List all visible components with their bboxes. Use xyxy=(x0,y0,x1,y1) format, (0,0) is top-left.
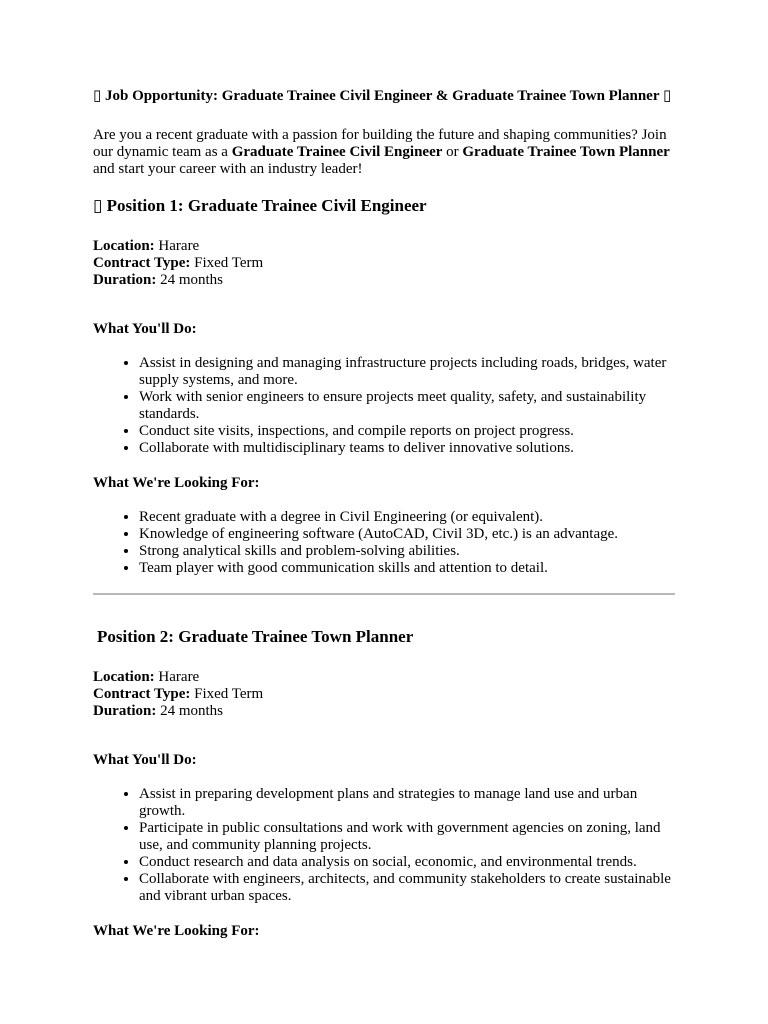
position-1-duties-heading: What You'll Do: xyxy=(93,321,197,337)
missing-glyph-icon: ▯ xyxy=(93,86,102,104)
contract-type-row xyxy=(93,686,678,703)
location-label: Location: xyxy=(93,669,155,685)
intro-text: or xyxy=(442,144,463,160)
contract-type-value: Fixed Term xyxy=(194,255,264,271)
location-row xyxy=(93,669,678,686)
list-item: • Recent graduate with a degree in Civil Engineering (or equivalent). xyxy=(139,509,678,526)
position-1-heading-text: Position 1: Graduate Trainee Civil Engineer xyxy=(106,196,427,215)
page-title xyxy=(93,87,678,105)
intro-text: and start your career with an industry leader! xyxy=(93,161,363,177)
intro-emphasis: Graduate Trainee Town Planner xyxy=(462,144,670,160)
position-1-requirements-heading: What We're Looking For: xyxy=(93,475,260,491)
list-item: • Collaborate with engineers, architects, and community stakeholders to create sustainable and vibrant urban spaces. xyxy=(139,871,678,905)
list-item: • Participate in public consultations and work with government agencies on zoning, land use, and community planning projects. xyxy=(139,820,678,854)
position-2-duties-heading: What You'll Do: xyxy=(93,752,197,768)
missing-glyph-icon: ▯ xyxy=(662,86,672,104)
duration-value: 24 months xyxy=(160,272,224,288)
list-item: • Team player with good communication skills and attention to detail. xyxy=(139,560,678,577)
missing-glyph-icon: ▯ xyxy=(93,196,103,216)
list-item: • Collaborate with multidisciplinary teams to deliver innovative solutions. xyxy=(139,440,678,457)
position-1-duties-list xyxy=(93,355,678,457)
position-2-requirements-heading: What We're Looking For: xyxy=(93,923,260,939)
intro-text: Are you a recent graduate with a passion for building the future and shaping communities? Join our dynamic team as a xyxy=(93,127,667,160)
list-item: • Assist in preparing development plans and strategies to manage land use and urban growth. xyxy=(139,786,678,820)
list-item: • Conduct research and data analysis on social, economic, and environmental trends. xyxy=(139,854,678,871)
duration-label: Duration: xyxy=(93,703,157,719)
position-2-duties-list xyxy=(93,786,678,905)
position-2-details xyxy=(93,669,678,720)
position-1-details xyxy=(93,238,678,289)
list-item: • Knowledge of engineering software (AutoCAD, Civil 3D, etc.) is an advantage. xyxy=(139,526,678,543)
position-1-heading xyxy=(93,196,678,216)
duration-value: 24 months xyxy=(160,703,224,719)
intro-emphasis: Graduate Trainee Civil Engineer xyxy=(231,144,443,160)
duration-row xyxy=(93,703,678,720)
list-item: • Conduct site visits, inspections, and compile reports on project progress. xyxy=(139,423,678,440)
location-row xyxy=(93,238,678,255)
contract-type-row xyxy=(93,255,678,272)
contract-type-value: Fixed Term xyxy=(194,686,264,702)
duration-row xyxy=(93,272,678,289)
document-body xyxy=(93,87,678,940)
list-item: • Strong analytical skills and problem-solving abilities. xyxy=(139,543,678,560)
location-value: Harare xyxy=(158,238,200,254)
list-item: • Work with senior engineers to ensure projects meet quality, safety, and sustainability standards. xyxy=(139,389,678,423)
position-1-requirements-list xyxy=(93,509,678,577)
list-item: • Assist in designing and managing infrastructure projects including roads, bridges, water supply systems, and more. xyxy=(139,355,678,389)
duration-label: Duration: xyxy=(93,272,157,288)
location-label: Location: xyxy=(93,238,155,254)
section-divider xyxy=(93,593,675,595)
intro-paragraph xyxy=(93,127,678,178)
location-value: Harare xyxy=(158,669,200,685)
contract-type-label: Contract Type: xyxy=(93,255,191,271)
page-title-text: Job Opportunity: Graduate Trainee Civil Engineer & Graduate Trainee Town Planner xyxy=(105,88,660,104)
position-2-heading: Position 2: Graduate Trainee Town Planner xyxy=(97,627,414,646)
contract-type-label: Contract Type: xyxy=(93,686,191,702)
